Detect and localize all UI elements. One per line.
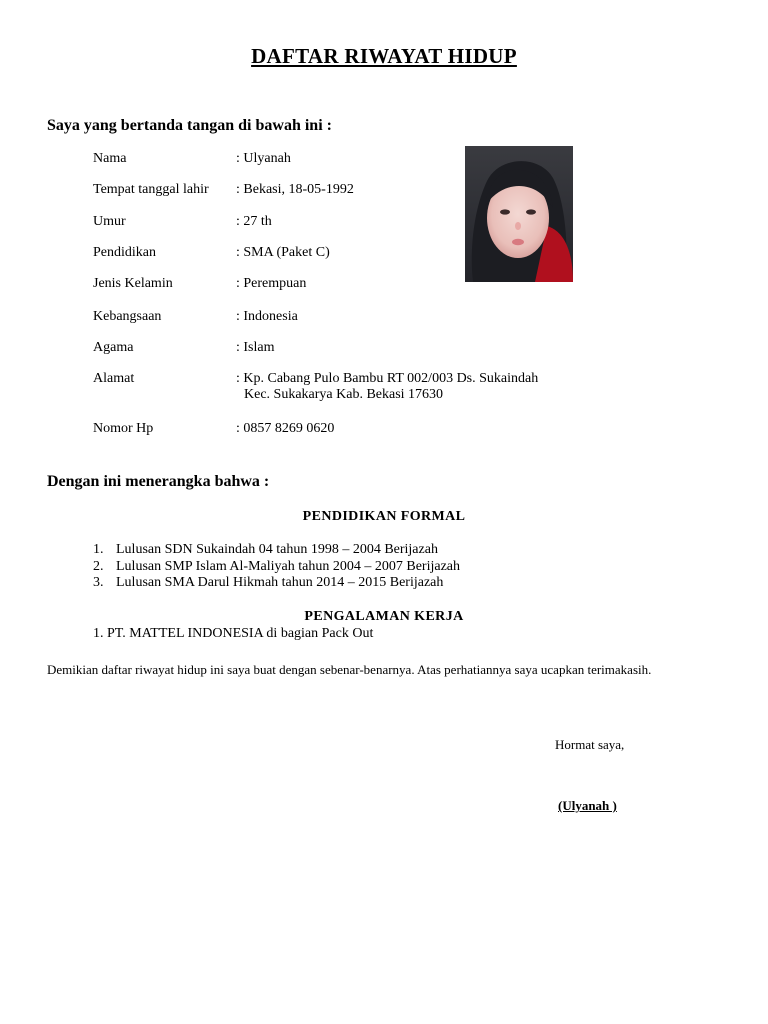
field-value: : Perempuan — [236, 276, 307, 291]
address-line-2: Kec. Sukakarya Kab. Bekasi 17630 — [244, 387, 444, 402]
field-value: : Islam — [236, 340, 275, 355]
field-value: : Indonesia — [236, 309, 298, 324]
field-row-alamat — [93, 371, 576, 403]
list-number: 3. — [93, 575, 104, 590]
field-label: Umur — [93, 214, 126, 229]
portrait-photo-icon — [465, 146, 573, 282]
field-row-agama — [93, 340, 576, 356]
field-label: Nama — [93, 151, 127, 166]
list-item — [93, 559, 460, 576]
work-heading: PENGALAMAN KERJA — [304, 609, 464, 624]
education-list — [93, 542, 460, 592]
field-label: Jenis Kelamin — [93, 276, 173, 291]
list-text: Lulusan SMP Islam Al-Maliyah tahun 2004 – 2007 Berijazah — [116, 558, 460, 574]
list-number: 1. — [93, 542, 104, 557]
list-number: 2. — [93, 558, 104, 574]
closing-paragraph: Demikian daftar riwayat hidup ini saya buat dengan sebenar-benarnya. Atas perhatiannya saya ucapkan terimakasih. — [47, 662, 652, 677]
regards-text: Hormat saya, — [555, 737, 625, 752]
address-line-1: : Kp. Cabang Pulo Bambu RT 002/003 Ds. Sukaindah — [236, 371, 539, 386]
field-label: Alamat — [93, 371, 135, 386]
field-label: Kebangsaan — [93, 309, 162, 324]
signature-name: (Ulyanah ) — [558, 798, 617, 813]
field-value: : Ulyanah — [236, 151, 291, 166]
list-text: Lulusan SDN Sukaindah 04 tahun 1998 – 2004 Berijazah — [116, 542, 438, 557]
statement-line: Dengan ini menerangka bahwa : — [47, 473, 270, 490]
field-row-nomor-hp — [93, 421, 576, 437]
education-heading: PENDIDIKAN FORMAL — [302, 509, 466, 524]
list-item — [93, 575, 460, 592]
field-label: Agama — [93, 340, 134, 355]
field-value: : 27 th — [236, 214, 272, 229]
field-label: Tempat tanggal lahir — [93, 182, 209, 197]
field-label: Pendidikan — [93, 245, 156, 260]
field-value: : SMA (Paket C) — [236, 245, 330, 260]
document-title: DAFTAR RIWAYAT HIDUP — [251, 44, 517, 68]
field-label: Nomor Hp — [93, 421, 154, 436]
field-value: : Bekasi, 18-05-1992 — [236, 182, 354, 197]
work-item: 1. PT. MATTEL INDONESIA di bagian Pack Out — [93, 626, 374, 641]
intro-line: Saya yang bertanda tangan di bawah ini : — [47, 117, 332, 134]
list-item — [93, 542, 460, 559]
portrait-photo — [465, 146, 573, 282]
list-text: Lulusan SMA Darul Hikmah tahun 2014 – 2015 Berijazah — [116, 575, 444, 590]
field-row-kebangsaan — [93, 309, 576, 325]
field-value — [236, 371, 576, 403]
field-value: : 0857 8269 0620 — [236, 421, 335, 436]
